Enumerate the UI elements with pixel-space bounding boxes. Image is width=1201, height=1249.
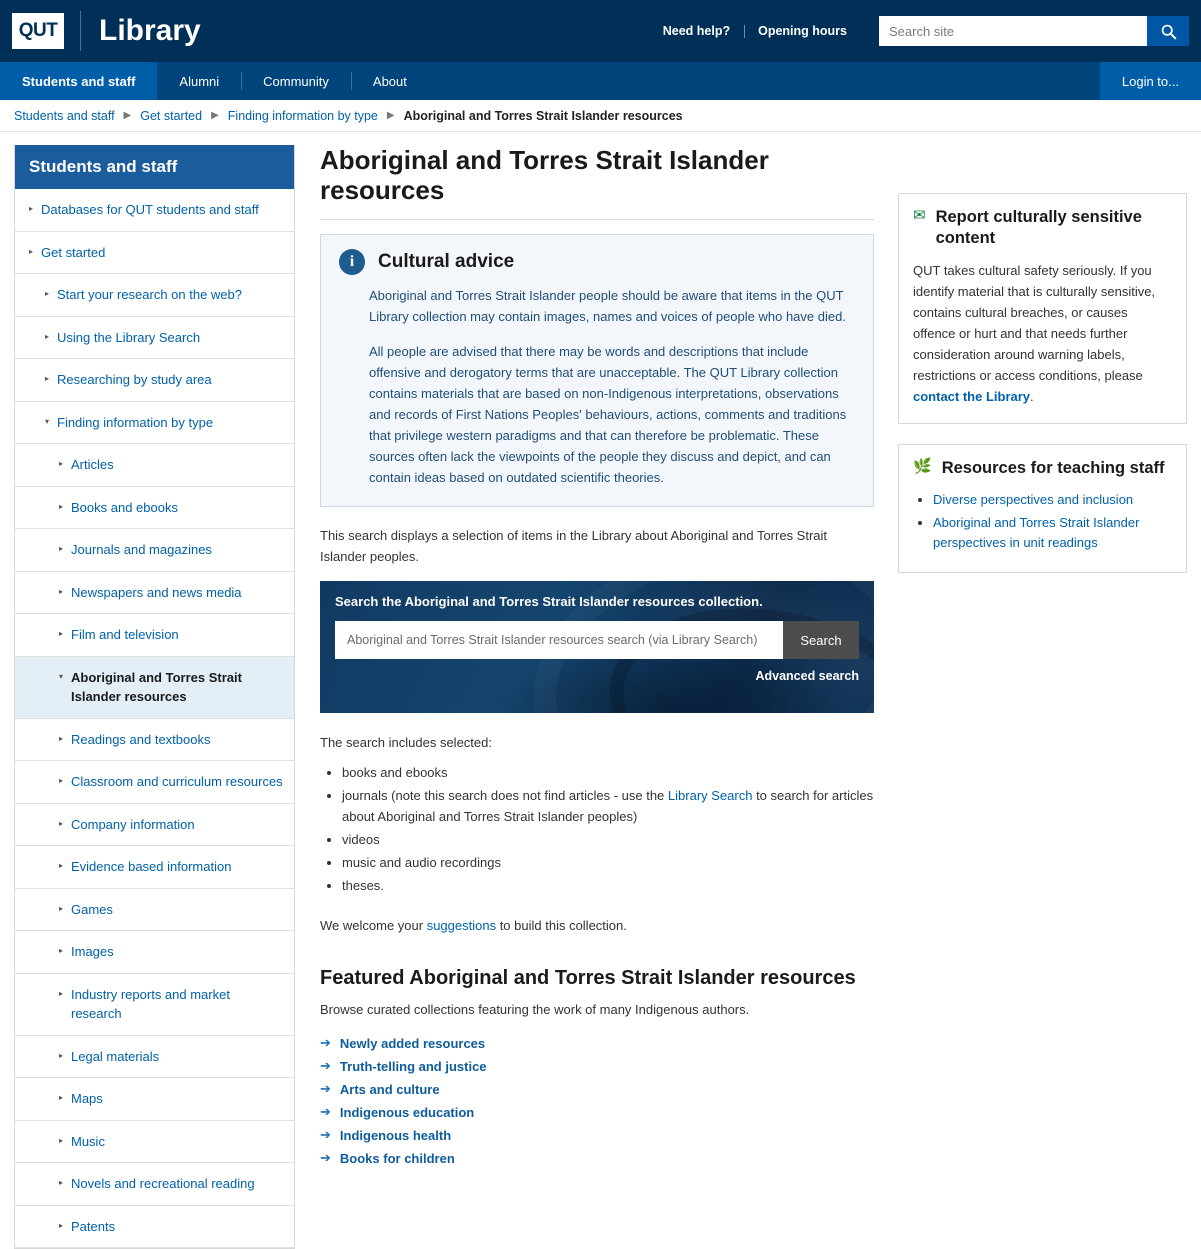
arrow-right-icon: ➔ bbox=[320, 1150, 331, 1166]
chevron-right-icon: ▸ bbox=[59, 946, 64, 955]
breadcrumb-separator-icon: ▶ bbox=[123, 110, 132, 121]
chevron-right-icon: ▸ bbox=[59, 818, 64, 828]
featured-subtitle: Browse curated collections featuring the work of many Indigenous authors. bbox=[320, 1002, 750, 1018]
breadcrumb-item-finding-information-by-type[interactable]: Finding information by type bbox=[227, 108, 378, 123]
sidebar-item-label: Images bbox=[71, 944, 114, 959]
sidebar-item-label: Books and ebooks bbox=[71, 499, 178, 515]
sidebar-item-images[interactable] bbox=[15, 931, 294, 974]
need-help-link[interactable]: Need help? bbox=[662, 24, 731, 38]
chevron-right-icon: ▸ bbox=[59, 586, 64, 596]
arrow-right-icon: ➔ bbox=[320, 1081, 331, 1097]
sidebar-item-label: Evidence based information bbox=[71, 859, 232, 874]
sidebar-item-label: Patents bbox=[71, 1218, 116, 1234]
teaching-links-list bbox=[913, 490, 1172, 553]
advanced-search-link[interactable]: Advanced search bbox=[755, 669, 859, 684]
list-item bbox=[342, 875, 874, 896]
logo-divider bbox=[80, 11, 81, 51]
list-item bbox=[933, 490, 1172, 510]
card-header bbox=[913, 458, 1172, 479]
includes-list bbox=[320, 762, 874, 896]
collection-search-title: Search the Aboriginal and Torres Strait Islander resources collection. bbox=[335, 594, 763, 610]
featured-link-books-for-children[interactable]: Books for children bbox=[339, 1150, 455, 1166]
site-search bbox=[879, 16, 1189, 46]
cultural-advice-header bbox=[339, 249, 855, 275]
featured-link-arts-and-culture[interactable]: Arts and culture bbox=[339, 1081, 440, 1097]
featured-link-newly-added-resources[interactable]: Newly added resources bbox=[339, 1035, 486, 1051]
sidebar-item-label: Using the Library Search bbox=[57, 329, 201, 345]
sidebar-item-label: Film and television bbox=[71, 627, 179, 642]
featured-link-truth-telling-and-justice[interactable]: Truth-telling and justice bbox=[339, 1058, 487, 1074]
sidebar-item-legal-materials[interactable] bbox=[15, 1036, 294, 1079]
resources-for-teaching-staff-card bbox=[898, 444, 1187, 573]
sidebar-item-classroom-and-curriculum-resources[interactable] bbox=[15, 761, 294, 804]
sidebar-item-label: Novels and recreational reading bbox=[71, 1176, 255, 1191]
sidebar-item-label: Legal materials bbox=[71, 1048, 160, 1064]
featured-link-row[interactable] bbox=[320, 1104, 874, 1120]
cultural-advice-paragraph: All people are advised that there may be words and descriptions that include offensive and derogatory terms that are unacceptable. The QUT Library collection contains materials that are based on non-Indigenous interpretations, observations and records of First Nations Peoples' behaviours, actions, comments and traditions that privilege western paradigms and that can therefore be problematic. These sources often lack the viewpoints of the people they discuss and depict, and can contain ideas based on outdated scientific theories. bbox=[369, 343, 847, 486]
card-body-text-post: . bbox=[1030, 389, 1034, 405]
chevron-right-icon: ▸ bbox=[59, 988, 64, 998]
featured-link-row[interactable] bbox=[320, 1081, 874, 1097]
includes-label: The search includes selected: bbox=[320, 735, 492, 751]
chevron-down-icon: ▾ bbox=[59, 671, 64, 681]
chevron-right-icon: ▸ bbox=[59, 1093, 64, 1102]
card-title: Resources for teaching staff bbox=[941, 459, 1165, 478]
chevron-right-icon: ▸ bbox=[59, 776, 64, 785]
breadcrumb-item-students-and-staff[interactable]: Students and staff bbox=[14, 108, 115, 123]
sidebar-item-music[interactable] bbox=[15, 1121, 294, 1164]
chevron-right-icon: ▸ bbox=[29, 246, 34, 256]
content-area bbox=[295, 132, 1187, 1173]
sidebar-item-label: Researching by study area bbox=[57, 372, 212, 387]
sidebar-item-film-and-television[interactable] bbox=[15, 614, 294, 657]
featured-link-row[interactable] bbox=[320, 1058, 874, 1074]
login-button[interactable]: Login to... bbox=[1100, 62, 1201, 100]
chevron-right-icon: ▸ bbox=[45, 289, 50, 298]
sidebar-item-label: Maps bbox=[71, 1091, 103, 1106]
sidebar-item-start-your-research[interactable] bbox=[15, 274, 294, 317]
advanced-search-row bbox=[335, 668, 859, 683]
chevron-right-icon: ▸ bbox=[45, 331, 50, 341]
right-column bbox=[898, 146, 1187, 1173]
list-item-text-post: to search for articles about Aboriginal and Torres Strait Islander peoples) bbox=[342, 788, 874, 825]
sidebar-item-newspapers-and-news-media[interactable] bbox=[15, 572, 294, 615]
report-sensitive-content-card bbox=[898, 193, 1187, 424]
card-title: Report culturally sensitive content bbox=[935, 208, 1142, 248]
sidebar-item-label: Classroom and curriculum resources bbox=[71, 774, 283, 789]
sidebar-header: Students and staff bbox=[15, 145, 294, 189]
list-item-text: music and audio recordings bbox=[342, 855, 501, 871]
search-icon bbox=[1160, 23, 1177, 40]
sidebar-item-novels-and-recreational-reading[interactable] bbox=[15, 1163, 294, 1206]
chevron-right-icon: ▸ bbox=[59, 459, 64, 468]
site-search-button[interactable] bbox=[1147, 16, 1189, 46]
opening-hours-link[interactable]: Opening hours bbox=[744, 24, 861, 38]
collection-search-button[interactable]: Search bbox=[783, 621, 859, 659]
featured-link-indigenous-education[interactable]: Indigenous education bbox=[339, 1104, 475, 1120]
suggestions-paragraph bbox=[320, 916, 874, 937]
suggestions-text-post: to build this collection. bbox=[496, 918, 627, 934]
main-navigation bbox=[0, 62, 1201, 100]
sidebar-item-label: Games bbox=[71, 901, 113, 917]
chevron-right-icon: ▸ bbox=[45, 374, 50, 383]
list-item bbox=[342, 852, 874, 873]
cultural-advice-box bbox=[320, 234, 874, 507]
chevron-right-icon: ▸ bbox=[59, 1220, 64, 1230]
arrow-right-icon: ➔ bbox=[320, 1127, 331, 1143]
teaching-link-perspectives-in-unit-readings[interactable]: Aboriginal and Torres Strait Islander perspectives in unit readings bbox=[933, 515, 1140, 550]
featured-link-row[interactable] bbox=[320, 1035, 874, 1051]
sidebar-item-label: Journals and magazines bbox=[71, 542, 212, 557]
sidebar-item-label: Industry reports and market research bbox=[71, 986, 230, 1021]
sidebar-item-label: Aboriginal and Torres Strait Islander resources bbox=[71, 669, 242, 704]
sidebar-item-books-and-ebooks[interactable] bbox=[15, 487, 294, 530]
leaf-icon: 🌿 bbox=[913, 458, 932, 476]
chevron-right-icon: ▸ bbox=[59, 501, 64, 511]
card-body-text-pre: QUT takes cultural safety seriously. If you identify material that is culturally sensitive, contains cultural breaches, or causes offence or hurt and that needs further consideration around warning labels, restrictions or access conditions, please bbox=[913, 262, 1156, 384]
page-title: Aboriginal and Torres Strait Islander resources bbox=[320, 146, 874, 220]
list-item-text: videos bbox=[342, 832, 380, 848]
sidebar-item-maps[interactable] bbox=[15, 1078, 294, 1121]
collection-search-panel bbox=[320, 581, 874, 713]
sidebar-item-label: Articles bbox=[71, 457, 114, 472]
breadcrumb-separator-icon: ▶ bbox=[386, 110, 395, 121]
sidebar-item-aboriginal-and-torres-strait-islander-resources[interactable] bbox=[15, 657, 294, 719]
main-column bbox=[320, 146, 874, 1173]
page-layout bbox=[0, 132, 1201, 1249]
featured-link-indigenous-health[interactable]: Indigenous health bbox=[339, 1127, 452, 1143]
sidebar-item-label: Company information bbox=[71, 816, 195, 832]
sidebar-item-evidence-based-information[interactable] bbox=[15, 846, 294, 889]
nav-item-about[interactable]: About bbox=[351, 62, 429, 100]
list-item-text: journals (note this search does not find articles - use the bbox=[342, 788, 668, 804]
sidebar-item-finding-information-by-type[interactable] bbox=[15, 402, 294, 445]
info-icon: i bbox=[339, 249, 365, 275]
sidebar-item-using-library-search[interactable] bbox=[15, 317, 294, 360]
suggestions-text-pre: We welcome your bbox=[320, 918, 427, 934]
sidebar-item-researching-by-study-area[interactable] bbox=[15, 359, 294, 402]
nav-item-students-and-staff[interactable]: Students and staff bbox=[0, 62, 157, 100]
featured-link-row[interactable] bbox=[320, 1150, 874, 1166]
sidebar-item-label: Readings and textbooks bbox=[71, 731, 211, 747]
teaching-link-diverse-perspectives-and-inclusion[interactable]: Diverse perspectives and inclusion bbox=[933, 491, 1134, 507]
chevron-right-icon: ▸ bbox=[59, 1178, 64, 1187]
chevron-right-icon: ▸ bbox=[59, 1050, 64, 1060]
nav-item-alumni[interactable]: Alumni bbox=[179, 73, 220, 89]
chevron-right-icon: ▸ bbox=[59, 1135, 64, 1145]
breadcrumb-separator-icon: ▶ bbox=[211, 110, 219, 121]
library-search-link[interactable]: Library Search bbox=[667, 788, 753, 804]
sidebar-item-company-information[interactable] bbox=[15, 804, 294, 847]
site-search-input[interactable] bbox=[879, 16, 1147, 46]
arrow-right-icon: ➔ bbox=[320, 1058, 331, 1074]
breadcrumb bbox=[0, 100, 1201, 132]
sidebar-item-label: Finding information by type bbox=[57, 414, 214, 430]
breadcrumb-item-get-started[interactable]: Get started bbox=[140, 108, 203, 123]
chevron-right-icon: ▸ bbox=[59, 903, 64, 913]
chevron-right-icon: ▸ bbox=[59, 733, 64, 743]
list-item bbox=[342, 762, 874, 783]
sidebar-item-databases[interactable] bbox=[15, 189, 294, 232]
header-utility-links bbox=[649, 16, 1189, 46]
breadcrumb-item-current: Aboriginal and Torres Strait Islander resources bbox=[403, 108, 683, 123]
sidebar-item-games[interactable] bbox=[15, 889, 294, 932]
chevron-down-icon: ▾ bbox=[45, 416, 50, 426]
list-item bbox=[342, 785, 874, 827]
arrow-right-icon: ➔ bbox=[320, 1035, 331, 1051]
sidebar-item-industry-reports-and-market-research[interactable] bbox=[15, 974, 294, 1036]
intro-paragraph: This search displays a selection of items in the Library about Aboriginal and Torres Strait Islander peoples. bbox=[320, 528, 828, 565]
list-item bbox=[933, 513, 1172, 552]
card-body bbox=[913, 260, 1172, 407]
site-title: Library bbox=[99, 14, 201, 47]
featured-heading: Featured Aboriginal and Torres Strait Islander resources bbox=[320, 967, 856, 990]
chevron-right-icon: ▸ bbox=[59, 544, 64, 553]
collection-search-row bbox=[335, 621, 859, 659]
sidebar-item-label: Databases for QUT students and staff bbox=[41, 202, 259, 217]
list-item-text: books and ebooks bbox=[342, 765, 448, 781]
list-item-text: theses. bbox=[342, 878, 384, 894]
cultural-advice-paragraph: Aboriginal and Torres Strait Islander people should be aware that items in the QUT Library collection may contain images, names and voices of people who have died. bbox=[369, 287, 846, 324]
nav-item-community[interactable]: Community bbox=[241, 62, 351, 100]
sidebar-item-articles[interactable] bbox=[15, 444, 294, 487]
sidebar-item-journals-and-magazines[interactable] bbox=[15, 529, 294, 572]
chevron-right-icon: ▸ bbox=[59, 861, 64, 870]
sidebar-item-readings-and-textbooks[interactable] bbox=[15, 719, 294, 762]
sidebar-item-label: Start your research on the web? bbox=[57, 287, 242, 302]
sidebar-item-patents[interactable] bbox=[15, 1206, 294, 1249]
cultural-advice-title: Cultural advice bbox=[378, 250, 515, 272]
suggestions-link[interactable]: suggestions bbox=[426, 918, 497, 934]
sidebar bbox=[14, 145, 295, 1249]
chevron-right-icon: ▸ bbox=[29, 204, 34, 213]
sidebar-item-label: Newspapers and news media bbox=[71, 584, 242, 600]
featured-link-row[interactable] bbox=[320, 1127, 874, 1143]
site-header bbox=[0, 0, 1201, 62]
sidebar-item-get-started[interactable] bbox=[15, 232, 294, 275]
card-header bbox=[913, 207, 1172, 250]
sidebar-item-label: Get started bbox=[41, 244, 106, 260]
contact-the-library-link[interactable]: contact the Library bbox=[913, 389, 1031, 405]
collection-search-input[interactable] bbox=[335, 621, 783, 659]
qut-logo: QUT bbox=[12, 13, 64, 49]
list-item bbox=[342, 829, 874, 850]
envelope-icon: ✉ bbox=[913, 207, 926, 224]
chevron-right-icon: ▸ bbox=[59, 629, 64, 638]
arrow-right-icon: ➔ bbox=[320, 1104, 331, 1120]
sidebar-item-label: Music bbox=[71, 1133, 105, 1149]
